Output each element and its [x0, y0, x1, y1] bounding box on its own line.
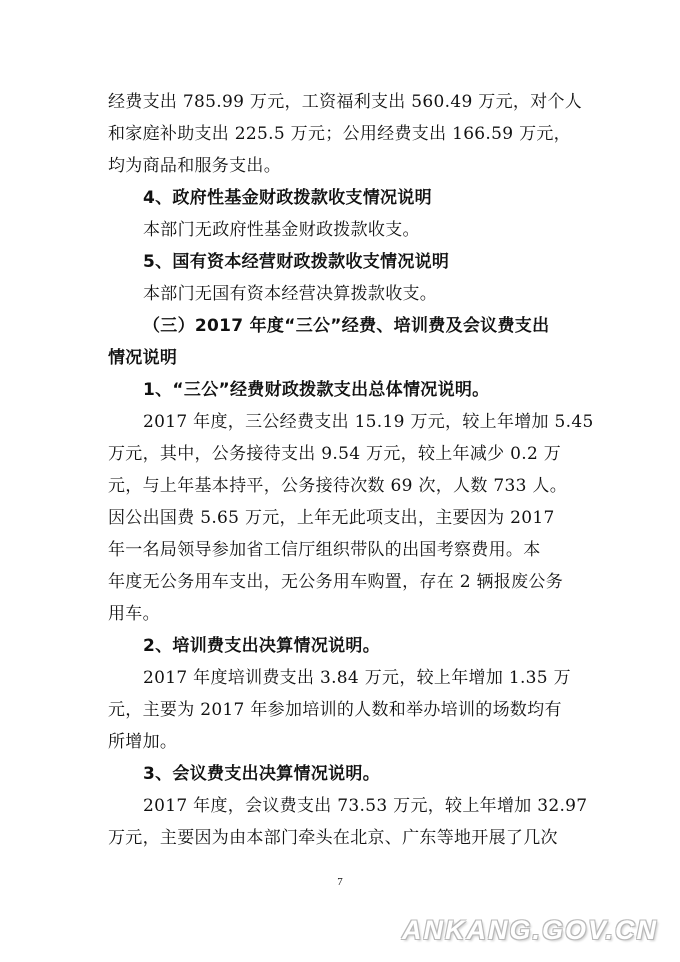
body-line: 本部门无国有资本经营决算拨款收支。	[143, 284, 438, 304]
body-line: 2017 年度，会议费支出 73.53 万元，较上年增加 32.97	[143, 796, 588, 816]
body-line: 本部门无政府性基金财政拨款收支。	[143, 220, 420, 240]
body-line: 用车。	[108, 604, 160, 624]
body-line: 均为商品和服务支出。	[108, 156, 281, 176]
body-line: 2017 年度，三公经费支出 15.19 万元，较上年增加 5.45	[143, 412, 594, 432]
body-line: 万元，主要因为由本部门牵头在北京、广东等地开展了几次	[108, 828, 558, 848]
section-heading-three-cont: 情况说明	[108, 348, 178, 368]
section-heading-4: 4、政府性基金财政拨款收支情况说明	[143, 188, 432, 208]
subsection-heading-1: 1、“三公”经费财政拨款支出总体情况说明。	[143, 380, 490, 400]
body-line: 所增加。	[108, 732, 178, 752]
body-line: 和家庭补助支出 225.5 万元；公用经费支出 166.59 万元，	[108, 124, 571, 144]
watermark: ANKANG.GOV.CN	[401, 915, 658, 945]
body-line: 2017 年度培训费支出 3.84 万元，较上年增加 1.35 万	[143, 668, 571, 688]
page-number: 7	[337, 876, 343, 888]
body-line: 万元，其中，公务接待支出 9.54 万元，较上年减少 0.2 万	[108, 444, 562, 464]
section-heading-three: （三）2017 年度“三公”经费、培训费及会议费支出	[143, 316, 550, 336]
section-heading-5: 5、国有资本经营财政拨款收支情况说明	[143, 252, 450, 272]
subsection-heading-2: 2、培训费支出决算情况说明。	[143, 636, 381, 656]
body-line: 元，与上年基本持平，公务接待次数 69 次，人数 733 人。	[108, 476, 567, 496]
body-line: 经费支出 785.99 万元，工资福利支出 560.49 万元，对个人	[108, 92, 583, 112]
body-line: 元，主要为 2017 年参加培训的人数和举办培训的场数均有	[108, 700, 562, 720]
body-line: 因公出国费 5.65 万元，上年无此项支出，主要因为 2017	[108, 508, 555, 528]
body-line: 年一名局领导参加省工信厅组织带队的出国考察费用。本	[108, 540, 541, 560]
subsection-heading-3: 3、会议费支出决算情况说明。	[143, 764, 381, 784]
body-line: 年度无公务用车支出，无公务用车购置，存在 2 辆报废公务	[108, 572, 564, 592]
